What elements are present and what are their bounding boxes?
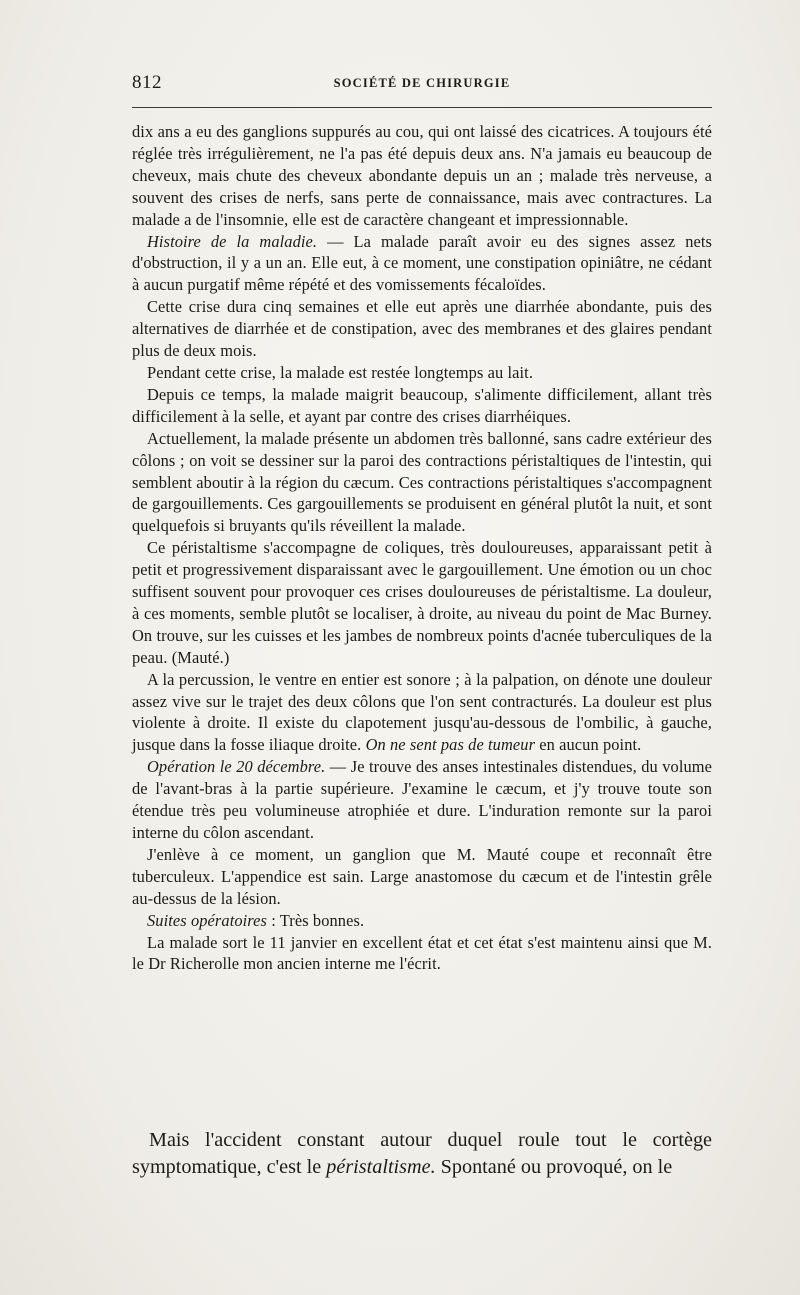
paragraph-percussion	[132, 669, 712, 757]
paragraph-text: en aucun point.	[535, 735, 642, 755]
paragraph-text: Cette crise dura cinq semaines et elle eut après une diarrhée abondante, puis des alternatives de diarrhée et de constipation, avec des membranes et des glaires pendant plus de deux mois.	[132, 297, 712, 361]
header-rule	[132, 107, 712, 108]
paragraph-crisis	[132, 296, 712, 362]
paragraph-text: Actuellement, la malade présente un abdomen très ballonné, sans cadre extérieur des côlons ; on voit se dessiner sur la paroi des contractions péristaltiques de l'intestin, qui semblent aboutir à la région du cæcum. Ces contractions péristaltiques s'accompagnent de gargouillements. Ces gargouillements se produisent en général plutôt la nuit, et sont quelquefois si bruyants qu'ils réveillent la malade.	[132, 428, 712, 536]
paragraph-text: — La malade paraît avoir eu des signes assez nets d'obstruction, il y a un an. Elle eut, à ce moment, une constipation opiniâtre, ne cédant à aucun purgatif même répété et des vomissements fécaloïdes.	[132, 231, 712, 295]
paragraph-current-state	[132, 428, 712, 538]
section-lead: Opération le 20 décembre.	[147, 757, 326, 777]
italic-phrase: On ne sent pas de tumeur	[365, 735, 536, 755]
italic-term: péristaltisme.	[326, 1156, 436, 1178]
running-title: SOCIÉTÉ DE CHIRURGIE	[333, 76, 511, 90]
paragraph-text: Mais l'accident constant autour duquel roule tout le cortège symptomatique, c'est le	[132, 1129, 712, 1178]
paragraph-text: Spontané ou provoqué, on le	[435, 1156, 673, 1178]
case-report-body	[132, 121, 712, 975]
paragraph-peristalsis	[132, 537, 712, 668]
page-header	[132, 70, 712, 100]
paragraph-closing	[132, 1127, 712, 1181]
paragraph-ganglion	[132, 844, 712, 910]
paragraph-milk-diet	[132, 362, 712, 384]
paragraph-text: Depuis ce temps, la malade maigrit beaucoup, s'alimente difficilement, allant très difficilement à la selle, et ayant par contre des crises diarrhéiques.	[132, 384, 712, 426]
paragraph-text: dix ans a eu des ganglions suppurés au cou, qui ont laissé des cicatrices. A toujours été réglée très irrégulièrement, ne l'a pas été depuis deux ans. N'a jamais eu beaucoup de cheveux, mais chute des cheveux abondante depuis un an ; malade très nerveuse, a souvent des crises de nerfs, sans perte de connaissance, mais avec contractures. La malade a de l'insomnie, elle est de caractère changeant et impressionnable.	[132, 122, 712, 229]
section-lead: Suites opératoires	[147, 910, 268, 930]
paragraph-text: A la percussion, le ventre en entier est sonore ; à la palpation, on dénote une douleur assez vive sur le trajet des deux côlons que l'on sent contracturés. La douleur est plus violente à droite. Il existe du clapotement jusqu'au-dessous de l'ombilic, à gauche, jusque dans la fosse iliaque droite.	[132, 669, 712, 755]
paragraph-text: — Je trouve des anses intestinales distendues, du volume de l'avant-bras à la partie supérieure. J'examine le cæcum, et j'y trouve toute son étendue très peu volumineuse atrophiée et dure. L'induration remonte sur la paroi interne du côlon ascendant.	[132, 757, 713, 842]
paragraph-post-op	[132, 910, 712, 932]
section-lead: Histoire de la maladie.	[147, 231, 318, 251]
paragraph-text: : Très bonnes.	[267, 910, 365, 930]
paragraph-disease-history	[132, 231, 712, 297]
paragraph-text: J'enlève à ce moment, un ganglion que M. Mauté coupe et reconnaît être tuberculeux. L'appendice est sain. Large anastomose du cæcum et de l'intestin grêle au-dessus de la lésion.	[132, 844, 712, 908]
paragraph-discharge	[132, 932, 712, 976]
discussion-text	[132, 1127, 712, 1181]
paragraph-history	[132, 121, 712, 231]
paragraph-text: Ce péristaltisme s'accompagne de coliques, très douloureuses, apparaissant petit à petit et progressivement disparaissant avec le gargouillement. Une émotion ou un choc suffisent souvent pour provoquer ces crises douloureuses de péristaltisme. La douleur, à ces moments, semble plutôt se localiser, à droite, au niveau du point de Mac Burney. On trouve, sur les cuisses et les jambes de nombreux points d'acnée tuberculiques de la peau. (Mauté.)	[132, 538, 712, 667]
paragraph-text: La malade sort le 11 janvier en excellent état et cet état s'est maintenu ainsi que M. le Dr Richerolle mon ancien interne me l'écrit.	[132, 932, 712, 974]
paragraph-text: Pendant cette crise, la malade est restée longtemps au lait.	[147, 362, 534, 382]
paragraph-operation	[132, 756, 712, 844]
page-number: 812	[132, 72, 162, 93]
paragraph-weight-loss	[132, 384, 712, 428]
